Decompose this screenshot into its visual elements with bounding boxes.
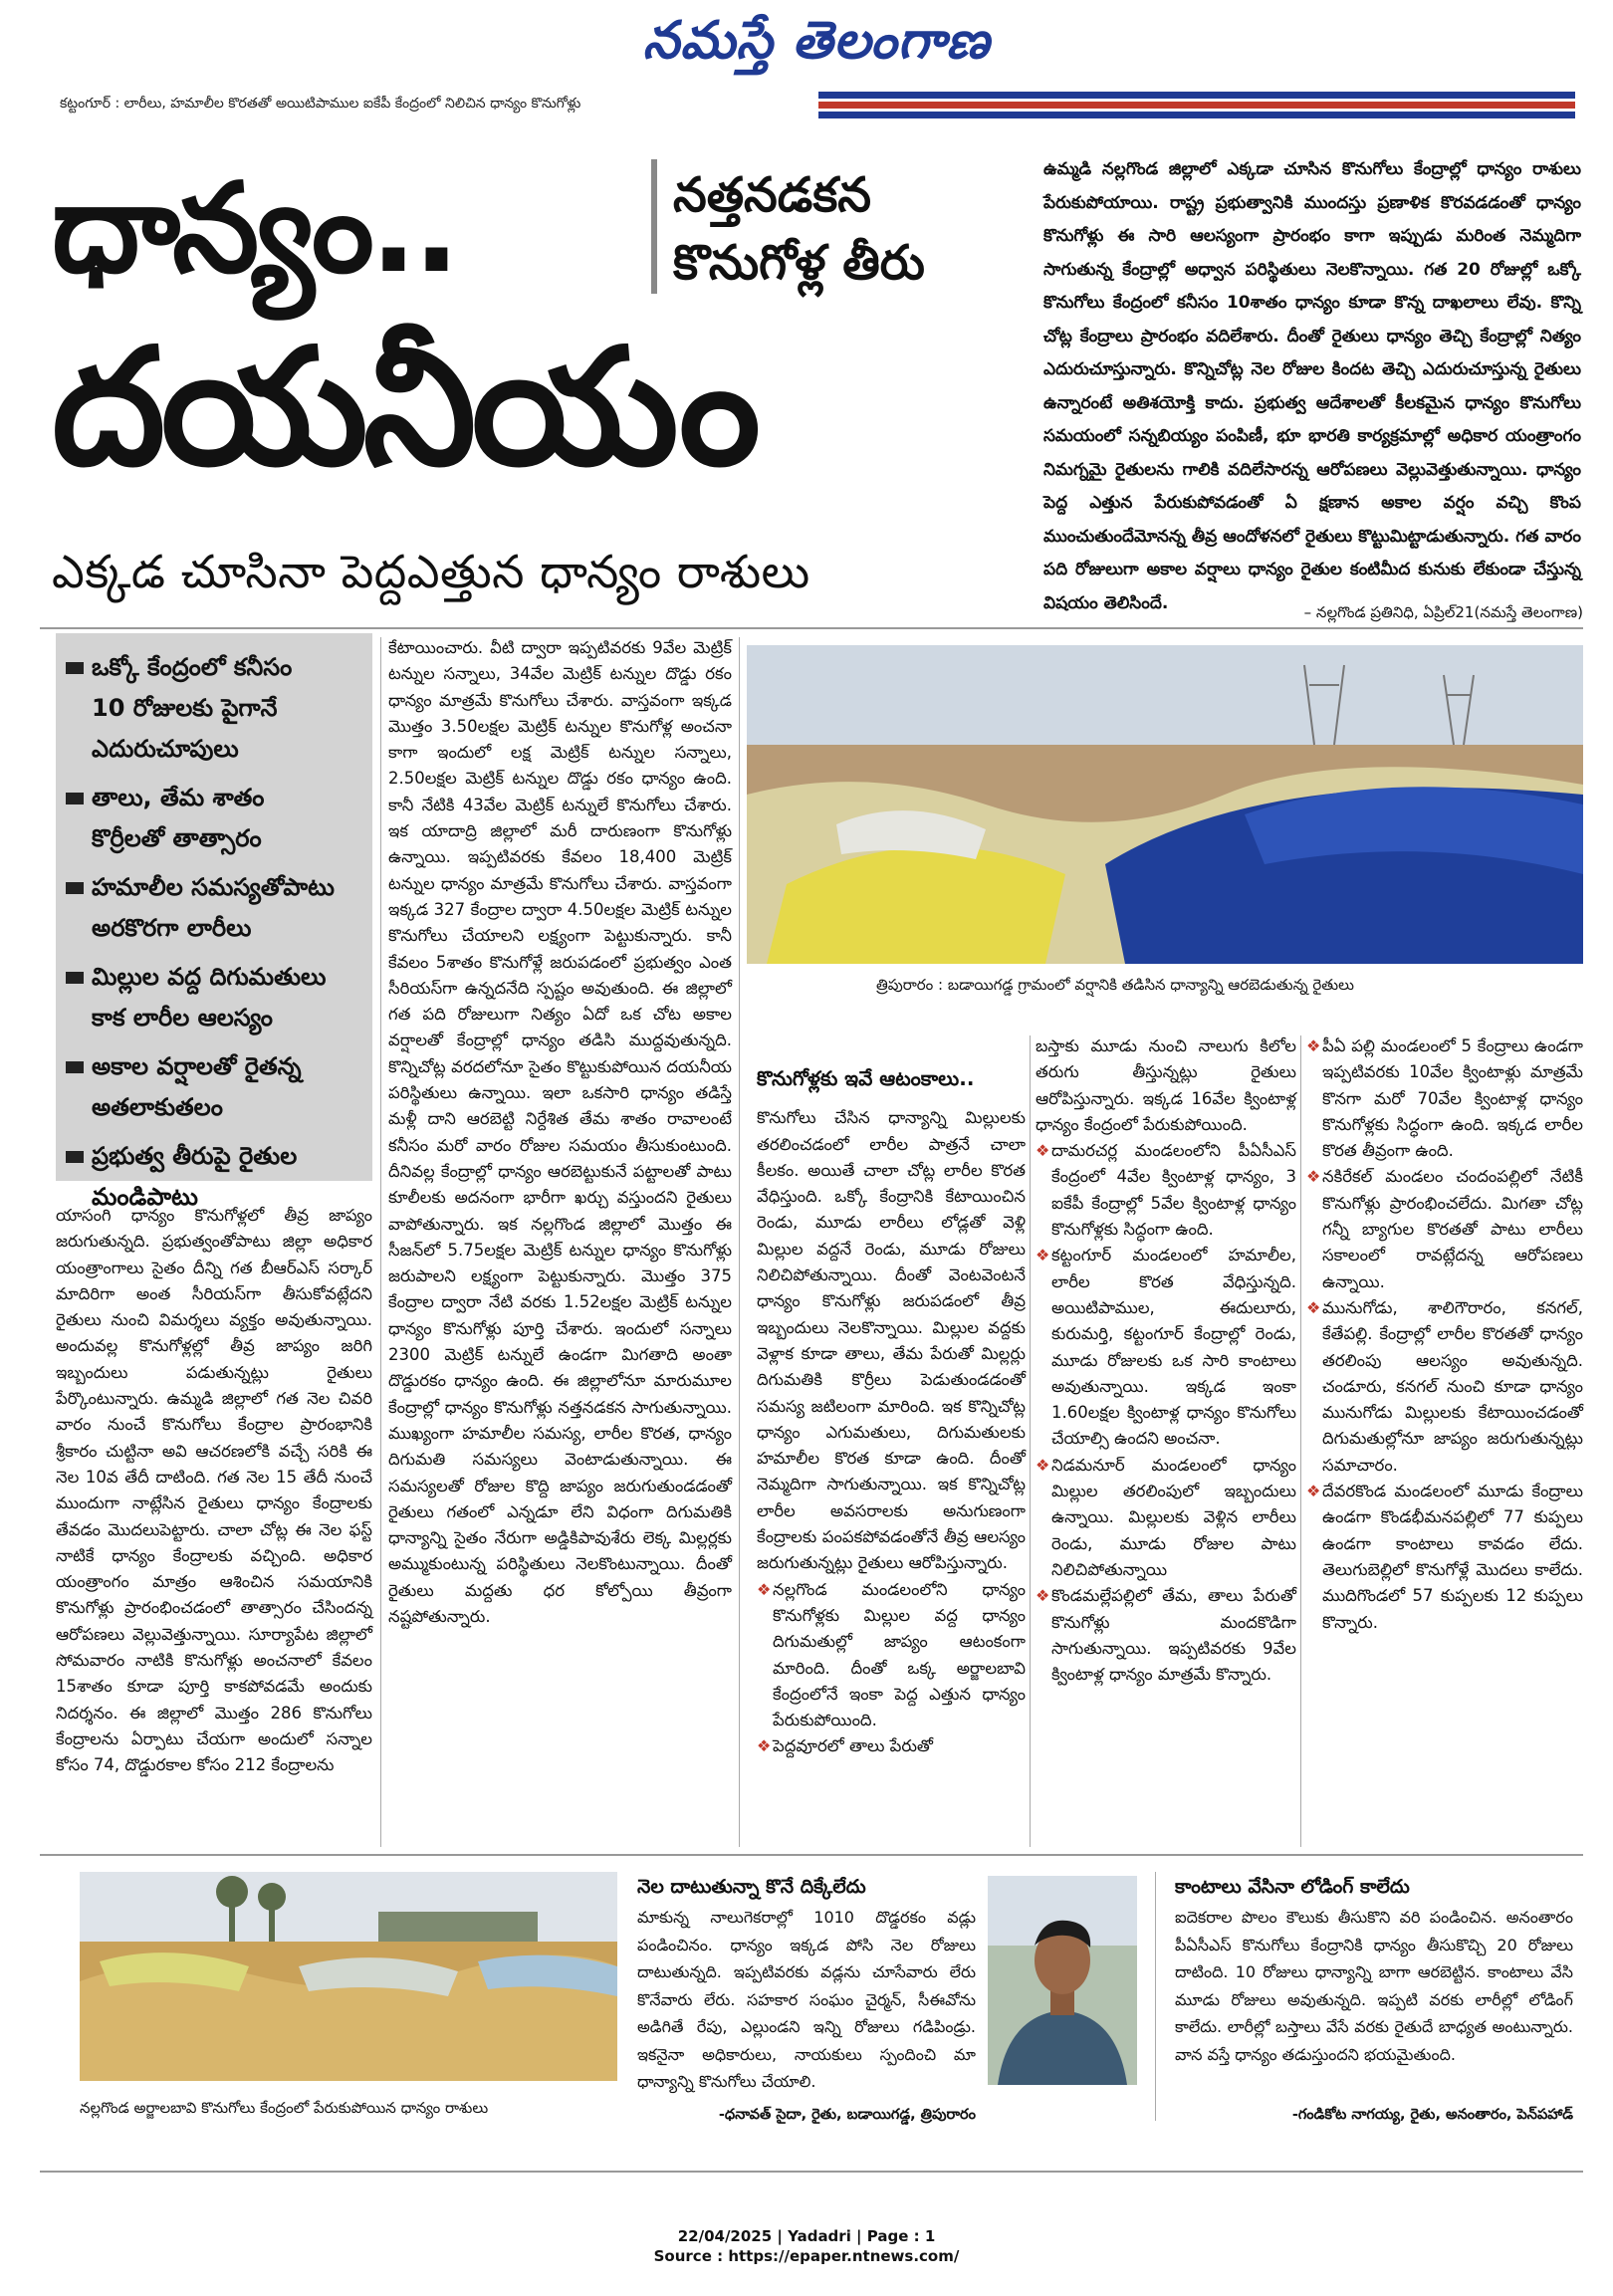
bullet-square-icon [66,972,84,984]
subhead [673,161,1012,297]
obstacle-item: ❖ నల్లగొండ మండలంలోని ధాన్యం కొనుగోళ్లకు మిల్లుల వద్ద ధాన్యం దిగుమతుల్లో జాప్యం ఆటంకంగా మారింది. దీంతో ఒక్క అర్జాలబావి కేంద్రంలోనే ఇంకా పెద్ద ఎత్తున ధాన్యం పేరుకుపోయింది. [757,1577,1026,1734]
flag-stripe-3 [818,112,1575,118]
highlights-box [56,633,372,1211]
diamond-bullet-icon: ❖ [757,1579,772,1599]
obstacles-intro: కొనుగోలు చేసిన ధాన్యాన్ని మిల్లులకు తరలించడంలో లారీల పాత్రనే చాలా కీలకం. అయితే చాలా చోట్ల లారీల కొరత వేధిస్తుంది. ఒక్కో కేంద్రానికి కేటాయించిన రెండు, మూడు లారీలు లోడ్లతో వెళ్లి మిల్లుల వద్దనే రెండు, మూడు రోజులు నిలిచిపోతున్నాయి. దీంతో వెంటవెంటనే ధాన్యం కొనుగోళ్లు జరుపడంలో తీవ్ర ఇబ్బందులు నెలకొన్నాయి. మిల్లుల వద్దకు వెళ్లాక కూడా తాలు, తేమ పేరుతో మిల్లర్లు దిగుమతికి కొర్రీలు పెడుతుండడంతో సమస్య జటిలంగా మారింది. ఇక కొన్నిచోట్ల ధాన్యం ఎగుమతులు, దిగుమతులకు హమాలీల కొరత కూడా ఉంది. దీంతో నెమ్మదిగా సాగుతున్నాయి. ఇక కొన్నిచోట్ల లారీల అవసరాలకు అనుగుణంగా కేంద్రాలకు పంపకపోవడంతోనే తీవ్ర ఆలస్యం జరుగుతున్నట్లు రైతులు ఆరోపిస్తున్నారు. [757,1108,1026,1573]
diamond-bullet-icon: ❖ [757,1736,772,1756]
photo-drying-grain-caption: త్రిపురారం : బడాయిగడ్డ గ్రామంలో వర్షానికి తడిసిన ధాన్యాన్ని ఆరబెడుతున్న రైతులు [876,976,1354,994]
highlight-item: ప్రభుత్వ తీరుపై రైతుల మండిపాటు [66,1136,362,1218]
farmer1-credit: -ధనావత్ సైదా, రైతు, బడాయిగడ్డ, త్రిపురారం [718,2107,976,2123]
obstacles-column-c [757,1065,1026,1760]
headline-divider [651,159,657,294]
lead-paragraph: ఉమ్మడి నల్లగొండ జిల్లాలో ఎక్కడా చూసిన కొనుగోలు కేంద్రాల్లో ధాన్యం రాశులు పేరుకుపోయాయి. రాష్ట్ర ప్రభుత్వానికి ముందస్తు ప్రణాళిక కొరవడడంతో ధాన్యం కొనుగోళ్లు ఈ సారి ఆలస్యంగా ప్రారంభం కాగా ఇప్పుడు మరింత నెమ్మదిగా సాగుతున్న కేంద్రాల్లో అధ్వాన పరిస్థితులు నెలకొన్నాయి. గత 20 రోజుల్లో ఒక్కో కొనుగోలు కేంద్రంలో కనీసం 10శాతం ధాన్యం కూడా కొన్న దాఖలాలు లేవు. కొన్ని చోట్ల కేంద్రాలు ప్రారంభం వదిలేశారు. దీంతో రైతులు ధాన్యం తెచ్చి కేంద్రాల్లో నిత్యం ఎదురుచూస్తున్నారు. కొన్నిచోట్ల నెల రోజుల కిందట తెచ్చి ఎదురుచూస్తున్న రైతులు ఉన్నారంటే అతిశయోక్తి కాదు. ప్రభుత్వ ఆదేశాలతో కీలకమైన ధాన్యం కొనుగోలు సమయంలో సన్నబియ్యం పంపిణీ, భూ భారతి కార్యక్రమాల్లో అధికార యంత్రాంగం నిమగ్నమై రైతులను గాలికి వదిలేసారన్న ఆరోపణలు వెల్లువెత్తుతున్నాయి. ధాన్యం పెద్ద ఎత్తున పేరుకుపోవడంతో ఏ క్షణాన అకాల వర్షం వచ్చి కొంప ముంచుతుందేమోనన్న తీవ్ర ఆందోళనలో రైతులు కొట్టుమిట్టాడుతున్నారు. గత వారం పది రోజులుగా అకాల వర్షాలు ధాన్యం రైతుల కంటిమీద కునుకు లేకుండా చేస్తున్న విషయం తెలిసిందే. [1043,159,1581,613]
obstacles-col-d-intro: బస్తాకు మూడు నుంచి నాలుగు కిలోల తరుగు తీస్తున్నట్లు రైతులు ఆరోపిస్తున్నారు. ఇక్కడ 16వేల క్వింటాళ్ల ధాన్యం కేంద్రంలో పేరుకుపోయింది. [1036,1036,1296,1134]
obstacle-item: ❖ పెద్దవూరలో తాలు పేరుతో [757,1733,1026,1759]
column-rule [1155,1872,1156,2121]
farmer2-quote: ఐదెకరాల పొలం కౌలుకు తీసుకొని వరి పండించిన. అనంతారం పీఏసీఎస్ కొనుగోలు కేంద్రానికి ధాన్యం తీసుకొచ్చి 20 రోజులు దాటింది. 10 రోజులు ధాన్యాన్ని బాగా ఆరబెట్టిన. కాంటాలు వేసి మూడు రోజులు అవుతున్నది. ఇప్పటి వరకు లారీల్లో లోడింగ్ కాలేదు. లారీల్లో బస్తాలు వేసే వరకు రైతుదే బాధ్యత అంటున్నారు. వాన వస్తే ధాన్యం తడుస్తుందని భయమైతుంది. [1175,1908,1573,2064]
bullet-square-icon [66,793,84,804]
column-rule [380,637,381,1847]
farmer1-title: నెల దాటుతున్నా కొనే దిక్కేలేదు [637,1876,866,1898]
photo-grain-heaps-caption: నల్లగొండ అర్జాలబావి కొనుగోలు కేంద్రంలో పేరుకుపోయిన ధాన్యం రాశులు [80,2099,489,2117]
highlight-item: మిల్లుల వద్ద దిగుమతులు కాక లారీల ఆలస్యం [66,957,362,1038]
section-rule-1 [40,627,1583,629]
diamond-bullet-icon: ❖ [1306,1297,1321,1317]
diamond-bullet-icon: ❖ [1306,1036,1321,1055]
diamond-bullet-icon: ❖ [1036,1141,1050,1161]
column-rule [1030,1035,1031,1847]
photo-grain-heaps [80,1872,617,2081]
photo-drying-grain [747,645,1583,964]
highlight-item: హమాలీల సమస్యతోపాటు అరకొరగా లారీలు [66,867,362,949]
section-rule-2 [40,1854,1583,1856]
obstacles-title: కొనుగోళ్లకు ఇవే ఆటంకాలు.. [757,1066,975,1090]
obstacle-item: ❖ దామరచర్ల మండలంలోని పీఏసీఎస్ కేంద్రంలో 4వేల క్వింటాళ్ల ధాన్యం, 3 ఐకేపీ కేంద్రాల్లో 5వేల క్వింటాళ్ల ధాన్యం కొనుగోళ్లకు సిద్ధంగా ఉంది. [1036,1138,1296,1243]
obstacle-item: ❖ నకిరేకల్ మండలం చందంపల్లిలో నేటికీ కొనుగోళ్లు ప్రారంభించలేదు. మిగతా చోట్ల గన్నీ బ్యాగుల కొరతతో పాటు లారీలు సకాలంలో రావట్లేదన్న ఆరోపణలు ఉన్నాయి. [1306,1164,1583,1294]
farmer1-portrait [988,1876,1137,2085]
masthead-title: నమస్తే తెలంగాణ [642,10,991,71]
obstacles-column-e [1306,1033,1583,1636]
subhead-line-1: నత్తనడకన [673,167,872,223]
farmer2-credit: -గండికోట నాగయ్య, రైతు, అనంతారం, పెన్‌పహాడ్ [1291,2107,1573,2123]
diamond-bullet-icon: ❖ [1036,1586,1050,1606]
headline-deck: ఎక్కడ చూసినా పెద్దఎత్తున ధాన్యం రాశులు [52,545,810,598]
column-rule [739,637,740,1847]
column-rule [1300,1035,1301,1847]
obstacle-item: ❖ పీఏ పల్లి మండలంలో 5 కేంద్రాలు ఉండగా ఇప్పటివరకు 10వేల క్వింటాళ్లు మాత్రమే కొనగా మరో 70వేల క్వింటాళ్ల ధాన్యం కొనుగోళ్లకు సిద్ధంగా ఉంది. ఇక్కడ లారీల కొరత తీవ్రంగా ఉంది. [1306,1033,1583,1164]
bullet-square-icon [66,1061,84,1073]
headline-line-1: ధాన్యం.. [52,157,456,301]
obstacles-column-d [1036,1033,1296,1688]
masthead-flag-bar [818,92,1575,117]
page-footer [0,2226,1613,2266]
bullet-square-icon [66,1151,84,1163]
lead-credit: – నల్లగొండ ప్రతినిధి, ఏప్రిల్21(నమస్తే తెలంగాణ) [1303,603,1583,621]
flag-stripe-1 [818,92,1575,99]
farmer1-quote: మాకున్న నాలుగెకరాల్లో 1010 దొడ్డరకం వడ్లు పండించినం. ధాన్యం ఇక్కడ పోసి నెల రోజులు దాటుతున్నది. ఇప్పటివరకు వడ్లను చూసేవారు లేరు కొనేవారు లేరు. సహకార సంఘం చైర్మన్, సీఈవోను అడిగితే రేపు, ఎల్లుండని ఇన్ని రోజులు గడిపిండ్రు. ఇకనైనా అధికారులు, నాయకులు స్పందించి మా ధాన్యాన్ని కొనుగోలు చేయాలి. [637,1908,976,2091]
obstacle-item: ❖ నిడమనూర్ మండలంలో ధాన్యం మిల్లుల తరలింపులో ఇబ్బందులు ఉన్నాయి. మిల్లులకు వెళ్లిన లారీలు రెండు, మూడు రోజుల పాటు నిలిచిపోతున్నాయి [1036,1453,1296,1583]
section-rule-3 [40,2171,1583,2173]
obstacle-item: ❖ మునుగోడు, శాలిగౌరారం, కనగల్, కేతేపల్లి. కేంద్రాల్లో లారీల కొరతతో ధాన్యం తరలింపు ఆలస్యం అవుతున్నది. చండూరు, కనగల్ నుంచి కూడా ధాన్యం మునుగోడు మిల్లులకు కేటాయించడంతో దిగుమతుల్లోనూ జాప్యం జరుగుతున్నట్లు సమాచారం. [1306,1295,1583,1479]
highlight-item: అకాల వర్షాలతో రైతన్న అతలాకుతలం [66,1046,362,1128]
obstacle-item: ❖ కొండమల్లేపల్లిలో తేమ, తాలు పేరుతో కొనుగోళ్లు మందకొడిగా సాగుతున్నాయి. ఇప్పటివరకు 9వేల క్వింటాళ్ల ధాన్యం మాత్రమే కొన్నారు. [1036,1583,1296,1688]
body-column-a: యాసంగి ధాన్యం కొనుగోళ్లలో తీవ్ర జాప్యం జరుగుతున్నది. ప్రభుత్వంతోపాటు జిల్లా అధికార యంత్రాంగాలు సైతం దీన్ని గత బీఆర్ఎస్ సర్కార్ మాదిరిగా అంత సీరియస్‌గా తీసుకోవట్లేదని రైతులు నుంచి విమర్శలు వ్యక్తం అవుతున్నాయి. అందువల్ల కొనుగోళ్లల్లో తీవ్ర జాప్యం జరిగి ఇబ్బందులు పడుతున్నట్లు రైతులు పేర్కొంటున్నారు. ఉమ్మడి జిల్లాలో గత నెల చివరి వారం నుంచే కొనుగోలు కేంద్రాల ప్రారంభానికి శ్రీకారం చుట్టినా అవి ఆచరణలోకి వచ్చే సరికి ఈ నెల 10వ తేదీ దాటింది. గత నెల 15 తేదీ నుంచే ముందుగా నాట్లేసిన రైతులు ధాన్యం కేంద్రాలకు తేవడం మొదలుపెట్టారు. చాలా చోట్ల ఈ నెల ఫస్ట్ నాటికే ధాన్యం కేంద్రాలకు వచ్చింది. అధికార యంత్రాంగం మాత్రం ఆశించిన సమయానికి కొనుగోళ్లు ప్రారంభించడంలో తాత్సారం చేసిందన్న ఆరోపణలు వెల్లువెత్తున్నాయి. సూర్యాపేట జిల్లాలో సోమవారం నాటికి కొనుగోళ్లు అంచనాలో కేవలం 15శాతం కూడా పూర్తి కాకపోవడమే అందుకు నిదర్శనం. ఈ జిల్లాలో మొత్తం 286 కొనుగోలు కేంద్రాలను ఏర్పాటు చేయగా అందులో సన్నాల కోసం 74, దొడ్డురకాల కోసం 212 కేంద్రాలను [56,1206,372,1775]
avatar [988,1876,1137,2085]
photo-grain-heaps-image [80,1872,617,2081]
obstacle-item: ❖ కట్టంగూర్ మండలంలో హమాలీల, లారీల కొరత వేధిస్తున్నది. అయిటిపాముల, ఈదులూరు, కురుమర్తి, కట్టంగూర్ కేంద్రాల్లో రెండు, మూడు రోజులకు ఒక సారి కాంటాలు అవుతున్నాయి. ఇక్కడ ఇంకా 1.60లక్షల క్వింటాళ్ల ధాన్యం కొనుగోలు చేయాల్సి ఉందని అంచనా. [1036,1243,1296,1452]
diamond-bullet-icon: ❖ [1306,1482,1321,1501]
flag-stripe-2 [818,102,1575,109]
highlight-item: ఒక్కో కేంద్రంలో కనీసం 10 రోజులకు పైగానే ఎదురుచూపులు [66,647,362,770]
source-link[interactable]: Source : https://epaper.ntnews.com/ [653,2247,960,2265]
headline-line-2: దయనీయం [52,315,756,502]
subhead-line-2: కొనుగోళ్ల తీరు [673,235,925,291]
photo-drying-grain-image [747,645,1583,964]
highlight-item: తాలు, తేమ శాతం కొర్రీలతో తాత్సారం [66,778,362,859]
diamond-bullet-icon: ❖ [1036,1246,1050,1265]
obstacle-item: ❖ దేవరకొండ మండలంలో మూడు కేంద్రాలు ఉండగా కొండభీమనపల్లిలో 77 కుప్పలు ఉండగా కాంటాలు కావడం లేదు. తెలుగుబెల్లిలో కొనుగోళ్లే మొదలు కాలేదు. ముదిగొండలో 57 కుప్పలకు 12 కుప్పలు కొన్నారు. [1306,1479,1583,1636]
bullet-square-icon [66,882,84,894]
farmer2-title: కాంటాలు వేసినా లోడింగ్ కాలేదు [1175,1876,1410,1898]
bullet-square-icon [66,662,84,674]
diamond-bullet-icon: ❖ [1306,1167,1321,1187]
edition-meta: 22/04/2025 | Yadadri | Page : 1 [677,2227,936,2245]
body-column-b: కేటాయించారు. వీటి ద్వారా ఇప్పటివరకు 9వేల మెట్రిక్ టన్నుల సన్నాలు, 34వేల మెట్రిక్ టన్నుల దొడ్డు రకం ధాన్యం మాత్రమే కొనుగోలు చేశారు. వాస్తవంగా ఇక్కడ మొత్తం 3.50లక్షల మెట్రిక్ టన్నుల కొనుగోళ్ల అంచనా కాగా ఇందులో లక్ష మెట్రిక్ టన్నుల సన్నాలు, 2.50లక్షల మెట్రిక్ టన్నుల దొడ్డు రకం ధాన్యం ఉంది. కానీ నేటికి 43వేల మెట్రిక్ టన్నులే కొనుగోలు చేశారు. ఇక యాదాద్రి జిల్లాలో మరీ దారుణంగా కొనుగోళ్లు ఉన్నాయి. ఇప్పటివరకు కేవలం 18,400 మెట్రిక్ టన్నుల ధాన్యం మాత్రమే కొనుగోలు చేశారు. వాస్తవంగా ఇక్కడ 327 కేంద్రాల ద్వారా 4.50లక్షల మెట్రిక్ టన్నుల కొనుగోలు చేయాలని లక్ష్యంగా పెట్టుకున్నారు. కానీ కేవలం 5శాతం కొనుగోళ్లే జరుపడంలో ప్రభుత్వం ఎంత సీరియస్‌గా ఉన్నదనేది స్పష్టం అవుతుంది. ఈ జిల్లాలో గత పది రోజులుగా నిత్యం ఏదో ఒక చోట అకాల వర్షాలతో కేంద్రాల్లో ధాన్యం తడిసి ముద్దవుతున్నది. కొన్నిచోట్ల వరదలోనూ సైతం కొట్టుకుపోయిన దయనీయ పరిస్థితులు ఉన్నాయి. ఇలా ఒకసారి ధాన్యం తడిస్తే మళ్లీ దాని ఆరబెట్టి నిర్దేశిత తేమ శాతం రావాలంటే కనీసం మరో వారం రోజుల సమయం తీసుకుంటుంది. దీనివల్ల కేంద్రాల్లో ధాన్యం ఆరబెట్టుకునే పట్టాలతో పాటు కూలీలకు అదనంగా భారీగా ఖర్చు వస్తుందని రైతులు వాపోతున్నారు. ఇక నల్లగొండ జిల్లాలో మొత్తం ఈ సీజన్‌లో 5.75లక్షల మెట్రిక్ టన్నుల ధాన్యం కొనుగోళ్లు జరుపాలని లక్ష్యంగా పెట్టుకున్నారు. మొత్తం 375 కేంద్రాల ద్వారా నేటి వరకు 1.52లక్షల మెట్రిక్ టన్నుల ధాన్యం కొనుగోళ్లు పూర్తి చేశారు. ఇందులో సన్నాలు 2300 మెట్రిక్ టన్నులే ఉండగా మిగతాది అంతా దొడ్డురకం ధాన్యం ఉంది. ఈ జిల్లాలోనూ మారుమూల కేంద్రాల్లో ధాన్యం కొనుగోళ్లు నత్తనడకన సాగుతున్నాయి. ముఖ్యంగా హమాలీల సమస్య, లారీల కొరత, ధాన్యం దిగుమతి సమస్యలు వెంటాడుతున్నాయి. ఈ సమస్యలతో రోజుల కొద్ది జాప్యం జరుగుతుండడంతో రైతులు గతంలో ఎన్నడూ లేని విధంగా దిగుమతికి ధాన్యాన్ని సైతం నేరుగా అడ్డికిపావుశేరు లెక్క మిల్లర్లకు అమ్ముకుంటున్న పరిస్థితులు నెలకొంటున్నాయి. దీంతో రైతులు మద్దతు ధర కోల్పోయి తీవ్రంగా నష్టపోతున్నారు. [388,638,732,1626]
diamond-bullet-icon: ❖ [1036,1455,1050,1475]
top-photo-caption: కట్టంగూర్ : లారీలు, హమాలీల కొరతతో అయిటిపాముల ఐకేపీ కేంద్రంలో నిలిచిన ధాన్యం కొనుగోళ్లు [60,96,581,112]
